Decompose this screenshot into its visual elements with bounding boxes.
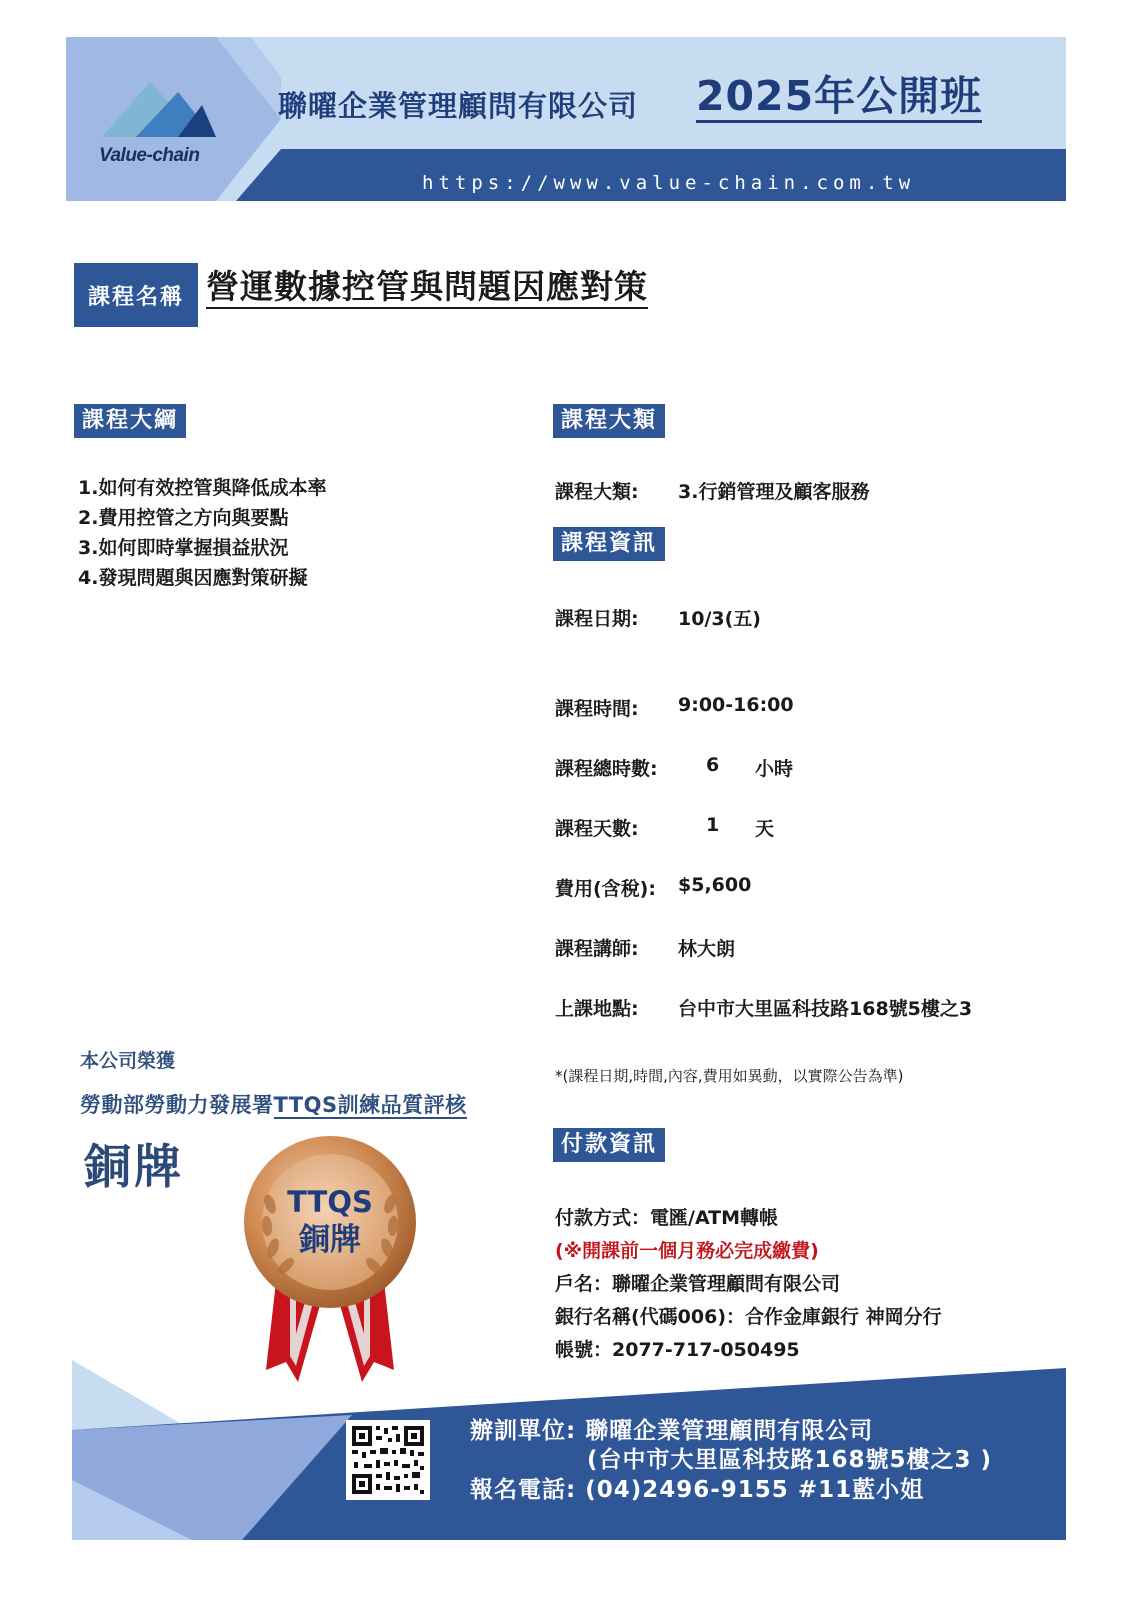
outline-tag: 課程大綱 [74,404,186,438]
teacher-row [555,934,736,961]
logo-text: Value-chain [99,145,200,166]
outline-list [78,473,326,593]
award-org [80,1089,467,1119]
category-tag: 課程大類 [553,404,665,438]
qr-code-icon [346,1420,430,1500]
outline-item: 1.如何有效控管與降低成本率 [78,477,327,499]
year-title: 2025年公開班 [696,73,982,123]
medal-graphic [240,1134,420,1394]
website-url[interactable]: https://www.value-chain.com.tw [422,172,916,194]
footer-banner [72,1360,1066,1540]
time-row [555,694,794,721]
footer-organizer: 辦訓單位: 聯曜企業管理顧問有限公司 [470,1418,874,1444]
bank-name: 銀行名稱(代碼006)：合作金庫銀行 神岡分行 [555,1306,942,1328]
days-unit: 天 [755,818,775,840]
payment-details [555,1202,942,1367]
time-value: 9:00-16:00 [678,694,794,716]
time-label: 課程時間: [555,698,639,720]
medal-text-ttqs: TTQS [287,1185,373,1219]
footer-phone[interactable]: 報名電話: (04)2496-9155 #11藍小姐 [470,1477,925,1503]
outline-item: 4.發現問題與因應對策研擬 [78,567,308,589]
days-value: 1 [706,814,720,836]
course-name: 營運數據控管與問題因應對策 [206,266,648,309]
teacher-label: 課程講師: [555,938,639,960]
location-row [555,994,973,1021]
payment-method: 付款方式：電匯/ATM轉帳 [555,1207,779,1229]
fee-row [555,874,752,901]
days-label: 課程天數: [555,818,639,840]
category-label: 課程大類: [555,481,639,503]
hours-value: 6 [706,754,720,776]
date-label: 課程日期: [555,608,639,630]
hours-row [555,754,794,781]
award-level: 銅牌 [84,1140,184,1195]
fee-value: $5,600 [678,874,752,896]
award-org-prefix: 勞動部勞動力發展署 [80,1093,274,1117]
outline-item: 2.費用控管之方向與要點 [78,507,289,529]
date-value: 10/3(五) [678,608,761,630]
payment-warning: (※開課前一個月務必完成繳費) [555,1240,819,1262]
location-value: 台中市大里區科技路168號5樓之3 [678,998,973,1020]
change-note: *(課程日期,時間,內容,費用如異動，以實際公告為準) [555,1067,904,1085]
ttqs-medal [240,1134,420,1398]
award-intro: 本公司榮獲 [80,1050,176,1072]
payment-tag: 付款資訊 [553,1128,665,1162]
footer-address: (台中市大里區科技路168號5樓之3 ) [587,1447,993,1473]
date-row [555,604,761,631]
award-org-underlined: TTQS訓練品質評核 [273,1093,467,1117]
qr-code[interactable] [346,1420,430,1500]
account-number: 帳號：2077-717-050495 [555,1339,800,1361]
medal-text-level: 銅牌 [299,1222,361,1258]
hours-label: 課程總時數: [555,758,658,780]
outline-item: 3.如何即時掌握損益狀況 [78,537,289,559]
hours-unit: 小時 [755,758,794,780]
teacher-value: 林大朗 [678,938,736,960]
info-tag: 課程資訊 [553,527,665,561]
fee-label: 費用(含稅): [555,878,656,900]
account-name: 戶名：聯曜企業管理顧問有限公司 [555,1273,841,1295]
header-banner [66,37,1066,201]
days-row [555,814,775,841]
course-name-tag: 課程名稱 [74,263,198,327]
location-label: 上課地點: [555,998,639,1020]
category-value: 3.行銷管理及顧客服務 [678,481,870,503]
category-row [555,477,870,504]
company-name: 聯曜企業管理顧問有限公司 [278,89,639,123]
